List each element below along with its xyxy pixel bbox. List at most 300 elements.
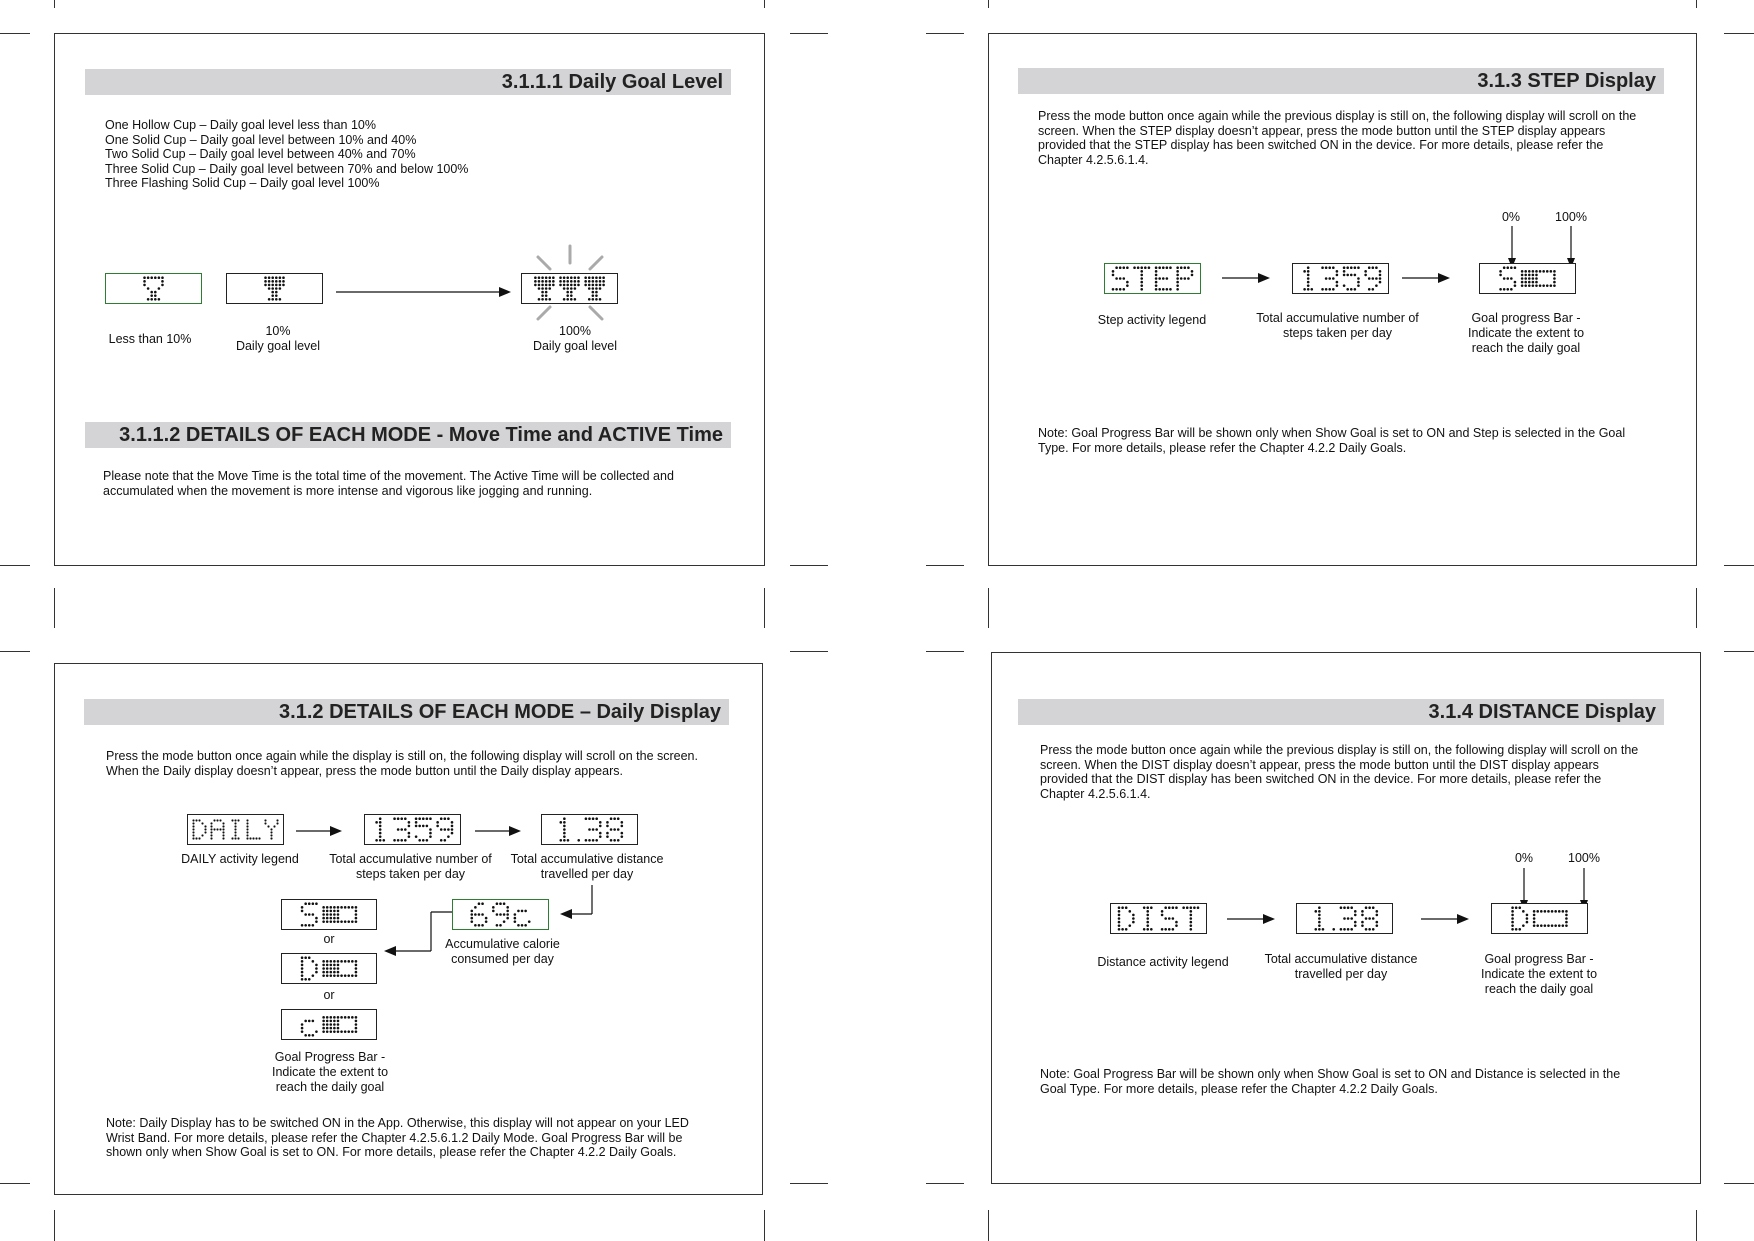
led-dot bbox=[1197, 906, 1200, 909]
led-dot bbox=[315, 920, 318, 923]
led-dot bbox=[216, 828, 218, 830]
led-dot bbox=[1121, 906, 1124, 909]
flow-arrow bbox=[1402, 270, 1450, 286]
led-dot bbox=[301, 956, 304, 959]
led-dot bbox=[426, 825, 429, 828]
led-dot bbox=[566, 291, 569, 294]
led-dot bbox=[1347, 917, 1350, 920]
led-dot bbox=[1521, 277, 1524, 280]
led-dot bbox=[617, 817, 620, 820]
led-dot bbox=[613, 817, 616, 820]
led-dot bbox=[548, 284, 551, 287]
led-dot bbox=[481, 924, 484, 927]
led-dot bbox=[496, 913, 499, 916]
led-dot bbox=[1190, 914, 1193, 917]
led-dot bbox=[192, 825, 194, 827]
led-dot bbox=[355, 960, 358, 963]
led-dot bbox=[577, 839, 580, 842]
led-dot bbox=[415, 821, 418, 824]
led-dot bbox=[1146, 928, 1149, 931]
led-dot bbox=[1350, 288, 1353, 291]
led-dot bbox=[1175, 924, 1178, 927]
led-dot bbox=[1368, 917, 1371, 920]
led-dot bbox=[1521, 270, 1524, 273]
led-dot bbox=[506, 913, 509, 916]
led-dot bbox=[426, 817, 429, 820]
led-dot bbox=[322, 974, 325, 977]
crop-mark bbox=[926, 565, 964, 566]
led-dot bbox=[415, 817, 418, 820]
led-dot bbox=[231, 819, 233, 821]
led-dot bbox=[1533, 921, 1536, 924]
led-dot bbox=[521, 924, 524, 927]
led-dot bbox=[333, 917, 336, 920]
led-dot bbox=[304, 1034, 307, 1037]
led-dot bbox=[566, 294, 569, 297]
note-text: Note: Goal Progress Bar will be shown only when Show Goal is set to ON and Distance is selected in the Goal Type. For more details, please refer the Chapter 4.2.2 Daily Goals. bbox=[1040, 1067, 1621, 1096]
led-dot bbox=[337, 1023, 340, 1026]
led-dot bbox=[1176, 270, 1179, 273]
led-dot bbox=[588, 287, 591, 290]
led-dot bbox=[1550, 284, 1553, 287]
led-dot bbox=[264, 284, 267, 287]
led-dot bbox=[252, 837, 254, 839]
led-dot bbox=[400, 839, 403, 842]
led-dot bbox=[1318, 917, 1321, 920]
caption-step-legend: Step activity legend bbox=[1097, 313, 1207, 327]
led-dot bbox=[1535, 274, 1538, 277]
led-dot bbox=[599, 284, 602, 287]
led-dot bbox=[355, 1030, 358, 1033]
led-dot bbox=[337, 971, 340, 974]
led-dot bbox=[1562, 924, 1565, 927]
led-dot bbox=[204, 831, 206, 833]
led-dot bbox=[1190, 910, 1193, 913]
led-dot bbox=[1350, 906, 1353, 909]
led-dot bbox=[1532, 284, 1535, 287]
led-dot bbox=[264, 280, 267, 283]
caption-distance-legend: Distance activity legend bbox=[1097, 955, 1229, 969]
goal-level-item: One Hollow Cup – Daily goal level less than 10% bbox=[105, 118, 376, 132]
led-dot bbox=[538, 276, 541, 279]
led-dot bbox=[447, 828, 450, 831]
led-dot bbox=[584, 284, 587, 287]
led-dot bbox=[566, 276, 569, 279]
led-dot bbox=[566, 280, 569, 283]
led-dot bbox=[344, 906, 347, 909]
led-dot bbox=[1379, 281, 1382, 284]
led-dot bbox=[408, 835, 411, 838]
led-dot bbox=[1158, 288, 1161, 291]
led-dot bbox=[322, 917, 325, 920]
led-dot bbox=[282, 284, 285, 287]
led-dot bbox=[351, 960, 354, 963]
led-dot bbox=[322, 920, 325, 923]
led-dot bbox=[1536, 910, 1539, 913]
led-dot bbox=[276, 819, 278, 821]
led-dot bbox=[326, 910, 329, 913]
flow-arrow-bent bbox=[560, 885, 600, 921]
led-dot bbox=[330, 1030, 333, 1033]
led-dot bbox=[275, 276, 278, 279]
crop-mark bbox=[764, 0, 765, 8]
led-dot bbox=[326, 920, 329, 923]
led-dot bbox=[595, 287, 598, 290]
led-dot bbox=[1535, 281, 1538, 284]
led-dot bbox=[330, 964, 333, 967]
led-dot bbox=[355, 971, 358, 974]
led-dot bbox=[1150, 928, 1153, 931]
led-dot bbox=[222, 831, 224, 833]
crop-mark bbox=[988, 0, 989, 8]
led-dot bbox=[506, 917, 509, 920]
led-dot bbox=[1118, 924, 1121, 927]
crop-mark bbox=[1724, 1183, 1754, 1184]
goal-level-item: One Solid Cup – Daily goal level between 10% and 40% bbox=[105, 132, 417, 147]
led-dot bbox=[1128, 924, 1131, 927]
led-dot bbox=[1526, 921, 1529, 924]
led-dot bbox=[143, 284, 146, 287]
led-dot bbox=[301, 974, 304, 977]
led-dot bbox=[198, 837, 200, 839]
led-dot bbox=[481, 902, 484, 905]
led-dot bbox=[599, 835, 602, 838]
led-dot bbox=[344, 960, 347, 963]
led-dot bbox=[408, 821, 411, 824]
led-dot bbox=[621, 825, 624, 828]
led-dot bbox=[570, 291, 573, 294]
led-dot bbox=[585, 839, 588, 842]
led-dot bbox=[584, 276, 587, 279]
led-dot bbox=[1164, 928, 1167, 931]
led-dot bbox=[275, 298, 278, 301]
led-dot bbox=[246, 837, 248, 839]
led-dot bbox=[301, 978, 304, 981]
crop-mark bbox=[764, 1210, 765, 1241]
led-dot bbox=[234, 819, 236, 821]
led-dot bbox=[201, 822, 203, 824]
led-dot bbox=[595, 294, 598, 297]
led-dot bbox=[1137, 266, 1140, 269]
led-dot bbox=[222, 834, 224, 836]
led-dot bbox=[563, 280, 566, 283]
led-dot bbox=[570, 280, 573, 283]
led-dot bbox=[588, 284, 591, 287]
section-heading: 3.1.1.2 DETAILS OF EACH MODE - Move Time and ACTIVE Time bbox=[85, 422, 731, 448]
led-dot bbox=[478, 913, 481, 916]
led-dot bbox=[1372, 277, 1375, 280]
led-dot bbox=[1336, 274, 1339, 277]
led-dot bbox=[1343, 928, 1346, 931]
led-dot bbox=[1169, 266, 1172, 269]
led-dot bbox=[355, 974, 358, 977]
daily-legend-display bbox=[187, 814, 284, 845]
crop-mark bbox=[926, 1183, 964, 1184]
led-dot bbox=[563, 821, 566, 824]
led-dot bbox=[570, 276, 573, 279]
led-dot bbox=[429, 835, 432, 838]
led-dot bbox=[1364, 274, 1367, 277]
crop-mark bbox=[926, 651, 964, 652]
led-dot bbox=[333, 920, 336, 923]
led-dot bbox=[1158, 266, 1161, 269]
led-dot bbox=[474, 906, 477, 909]
or-text: or bbox=[323, 988, 335, 1002]
led-dot bbox=[267, 825, 269, 827]
led-dot bbox=[599, 832, 602, 835]
led-dot bbox=[270, 834, 272, 836]
led-dot bbox=[1368, 928, 1371, 931]
led-dot bbox=[344, 920, 347, 923]
led-dot bbox=[548, 280, 551, 283]
led-dot bbox=[192, 819, 194, 821]
led-dot bbox=[330, 906, 333, 909]
led-dot bbox=[234, 837, 236, 839]
label-100-percent: 100% bbox=[1568, 851, 1600, 865]
led-dot bbox=[1325, 266, 1328, 269]
led-dot bbox=[1376, 914, 1379, 917]
led-dot bbox=[1190, 924, 1193, 927]
led-dot bbox=[1528, 284, 1531, 287]
led-dot bbox=[451, 828, 454, 831]
led-dot bbox=[1536, 924, 1539, 927]
led-dot bbox=[1372, 928, 1375, 931]
led-dot bbox=[219, 828, 221, 830]
led-dot bbox=[249, 837, 251, 839]
led-dot bbox=[308, 924, 311, 927]
led-dot bbox=[559, 280, 562, 283]
led-dot bbox=[418, 817, 421, 820]
led-dot bbox=[355, 913, 358, 916]
led-dot bbox=[499, 913, 502, 916]
led-dot bbox=[340, 960, 343, 963]
led-dot bbox=[1343, 906, 1346, 909]
led-dot bbox=[1318, 914, 1321, 917]
led-dot bbox=[326, 960, 329, 963]
led-dot bbox=[1528, 270, 1531, 273]
led-dot bbox=[273, 825, 275, 827]
led-dot bbox=[478, 902, 481, 905]
led-dot bbox=[315, 967, 318, 970]
led-dot bbox=[1521, 274, 1524, 277]
led-dot bbox=[1118, 910, 1121, 913]
led-dot bbox=[1184, 266, 1187, 269]
led-dot bbox=[1325, 277, 1328, 280]
led-dot bbox=[192, 828, 194, 830]
led-dot bbox=[222, 822, 224, 824]
section-heading: 3.1.3 STEP Display bbox=[1018, 68, 1664, 94]
led-dot bbox=[1368, 277, 1371, 280]
led-dot bbox=[301, 960, 304, 963]
led-dot bbox=[506, 906, 509, 909]
led-dot bbox=[158, 298, 161, 301]
led-dot bbox=[270, 828, 272, 830]
led-dot bbox=[570, 284, 573, 287]
led-dot bbox=[548, 298, 551, 301]
led-dot bbox=[1365, 917, 1368, 920]
led-dot bbox=[1511, 906, 1514, 909]
led-dot bbox=[312, 913, 315, 916]
led-dot bbox=[1140, 288, 1143, 291]
led-dot bbox=[538, 287, 541, 290]
led-dot bbox=[404, 817, 407, 820]
led-dot bbox=[375, 839, 378, 842]
led-dot bbox=[271, 291, 274, 294]
led-dot bbox=[304, 924, 307, 927]
led-dot bbox=[548, 287, 551, 290]
led-dot bbox=[1551, 924, 1554, 927]
led-dot bbox=[337, 913, 340, 916]
led-dot bbox=[418, 825, 421, 828]
led-dot bbox=[1307, 277, 1310, 280]
led-dot bbox=[282, 280, 285, 283]
crop-mark bbox=[988, 1210, 989, 1241]
led-dot bbox=[613, 839, 616, 842]
led-dot bbox=[1172, 917, 1175, 920]
led-dot bbox=[606, 835, 609, 838]
led-dot bbox=[301, 1030, 304, 1033]
goal-bar-variant-display bbox=[281, 899, 377, 930]
led-dot bbox=[222, 828, 224, 830]
led-dot bbox=[322, 1030, 325, 1033]
led-dot bbox=[210, 834, 212, 836]
led-dot bbox=[588, 298, 591, 301]
led-dot bbox=[552, 284, 555, 287]
led-dot bbox=[599, 276, 602, 279]
led-dot bbox=[1515, 928, 1518, 931]
led-dot bbox=[210, 822, 212, 824]
crop-mark bbox=[1724, 565, 1754, 566]
distance-display bbox=[541, 814, 638, 845]
led-dot bbox=[521, 910, 524, 913]
led-dot bbox=[279, 287, 282, 290]
led-dot bbox=[1190, 917, 1193, 920]
led-dot bbox=[246, 828, 248, 830]
led-dot bbox=[158, 287, 161, 290]
led-dot bbox=[222, 837, 224, 839]
crop-mark bbox=[1696, 1210, 1697, 1241]
led-dot bbox=[1176, 277, 1179, 280]
led-dot bbox=[326, 974, 329, 977]
led-dot bbox=[451, 825, 454, 828]
led-dot bbox=[192, 834, 194, 836]
led-dot bbox=[246, 819, 248, 821]
led-dot bbox=[478, 924, 481, 927]
led-dot bbox=[1361, 924, 1364, 927]
led-dot bbox=[308, 913, 311, 916]
led-dot bbox=[158, 276, 161, 279]
led-dot bbox=[1155, 277, 1158, 280]
led-dot bbox=[1544, 910, 1547, 913]
goal-level-item: Two Solid Cup – Daily goal level between 40% and 70% bbox=[105, 147, 416, 161]
caption-steps-count: Total accumulative number of steps taken per day bbox=[1256, 311, 1419, 340]
led-dot bbox=[382, 839, 385, 842]
led-dot bbox=[333, 1027, 336, 1030]
led-dot bbox=[1562, 910, 1565, 913]
led-dot bbox=[330, 967, 333, 970]
led-dot bbox=[574, 280, 577, 283]
led-dot bbox=[1155, 274, 1158, 277]
led-dot bbox=[1375, 284, 1378, 287]
led-dot bbox=[610, 817, 613, 820]
led-dot bbox=[574, 287, 577, 290]
led-dot bbox=[1503, 288, 1506, 291]
led-dot bbox=[1166, 277, 1169, 280]
led-dot bbox=[1379, 270, 1382, 273]
crop-mark bbox=[790, 565, 828, 566]
led-dot bbox=[1514, 284, 1517, 287]
led-dot bbox=[1347, 906, 1350, 909]
led-dot bbox=[264, 819, 266, 821]
led-dot bbox=[1146, 917, 1149, 920]
led-dot bbox=[143, 280, 146, 283]
led-dot bbox=[301, 964, 304, 967]
led-dot bbox=[566, 298, 569, 301]
led-dot bbox=[1128, 910, 1131, 913]
led-dot bbox=[1180, 277, 1183, 280]
led-dot bbox=[541, 298, 544, 301]
led-dot bbox=[326, 1023, 329, 1026]
led-dot bbox=[1506, 266, 1509, 269]
led-dot bbox=[617, 839, 620, 842]
led-dot bbox=[595, 276, 598, 279]
led-dot bbox=[355, 917, 358, 920]
led-dot bbox=[599, 821, 602, 824]
led-dot bbox=[1176, 281, 1179, 284]
led-dot bbox=[429, 832, 432, 835]
led-dot bbox=[379, 839, 382, 842]
led-dot bbox=[1133, 266, 1136, 269]
led-dot bbox=[312, 1034, 315, 1037]
led-dot bbox=[404, 839, 407, 842]
led-dot bbox=[340, 1016, 343, 1019]
led-dot bbox=[567, 839, 570, 842]
led-dot bbox=[541, 280, 544, 283]
or-text: or bbox=[323, 932, 335, 946]
led-dot bbox=[337, 964, 340, 967]
led-dot bbox=[1354, 914, 1357, 917]
led-dot bbox=[1314, 910, 1317, 913]
goal-level-item: Three Solid Cup – Daily goal level between 70% and below 100% bbox=[105, 161, 469, 176]
led-dot bbox=[534, 284, 537, 287]
led-dot bbox=[570, 287, 573, 290]
label-0-percent: 0% bbox=[1514, 851, 1534, 865]
led-dot bbox=[429, 828, 432, 831]
led-dot bbox=[308, 902, 311, 905]
led-dot bbox=[444, 817, 447, 820]
led-dot bbox=[592, 828, 595, 831]
led-dot bbox=[1553, 281, 1556, 284]
led-dot bbox=[1375, 277, 1378, 280]
led-dot bbox=[301, 910, 304, 913]
caption-100-percent bbox=[497, 324, 653, 354]
led-dot bbox=[1511, 917, 1514, 920]
led-dot bbox=[1140, 270, 1143, 273]
led-dot bbox=[592, 284, 595, 287]
flow-arrow bbox=[1227, 911, 1275, 927]
led-dot bbox=[545, 294, 548, 297]
led-dot bbox=[322, 960, 325, 963]
led-dot bbox=[268, 287, 271, 290]
led-dot bbox=[1510, 288, 1513, 291]
led-dot bbox=[1503, 277, 1506, 280]
led-dot bbox=[1533, 914, 1536, 917]
led-dot bbox=[1354, 288, 1357, 291]
caption-10-sub: Daily goal level bbox=[235, 339, 321, 353]
led-dot bbox=[1350, 274, 1353, 277]
crop-mark bbox=[764, 588, 765, 628]
led-dot bbox=[574, 298, 577, 301]
